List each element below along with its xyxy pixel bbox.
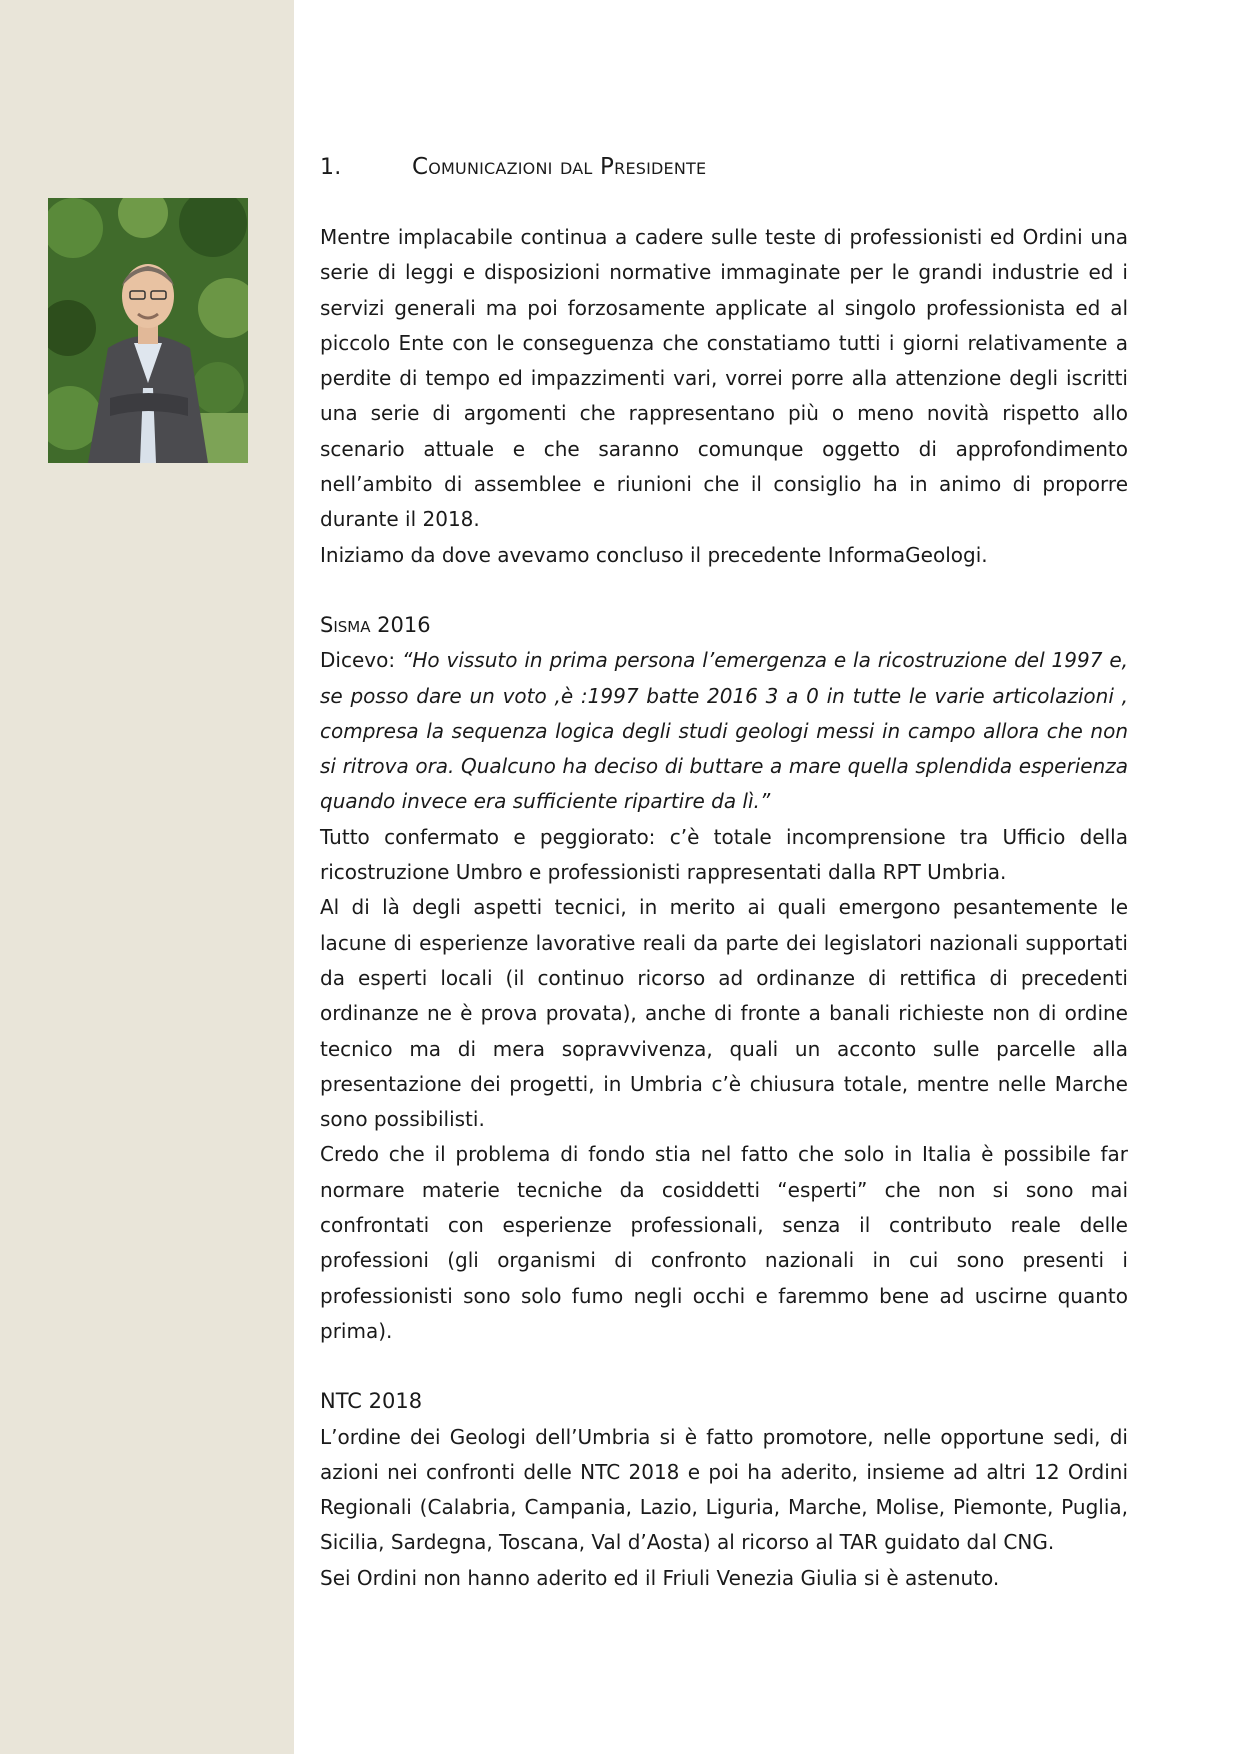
section-heading [320,150,1128,186]
intro-paragraph-2: Iniziamo da dove avevamo concluso il precedente InformaGeologi. [320,542,988,567]
ntc-paragraph-1: L’ordine dei Geologi dell’Umbria si è fatto promotore, nelle opportune sedi, di azioni nei confronti delle NTC 2018 e poi ha aderito, insieme ad altri 12 Ordini Regionali (Calabria, Campania, Lazio, Liguria, Marche, Molise, Piemonte, Puglia, Sicilia, Sardegna, Toscana, Val d’Aosta) al ricorso al TAR guidato dal CNG. [320,1424,1128,1555]
sisma-paragraph-1: Tutto confermato e peggiorato: c’è totale incomprensione tra Ufficio della ricostruzione Umbro e professionisti rappresentati dalla RPT Umbria. [320,824,1128,885]
intro-paragraph: Mentre implacabile continua a cadere sulle teste di professionisti ed Ordini una serie di leggi e disposizioni normative immaginate per le grandi industrie ed i servizi generali ma poi forzosamente applicate al singolo professionista ed al piccolo Ente con le conseguenza che constatiamo tutti i giorni relativamente a perdite di tempo ed impazzimenti vari, vorrei porre alla attenzione degli iscritti una serie di argomenti che rappresentano più o meno novità rispetto allo scenario attuale e che saranno comunque oggetto di approfondimento nell’ambito di assemblee e riunioni che il consiglio ha in animo di proporre durante il 2018. [320,225,1128,532]
president-photo [48,198,248,463]
ntc-paragraph-2: Sei Ordini non hanno aderito ed il Friuli Venezia Giulia si è astenuto. [320,1565,1000,1590]
main-content [320,150,1128,1596]
section-number: 1. [320,155,342,180]
sisma-quote: “Ho vissuto in prima persona l’emergenza e la ricostruzione del 1997 e, se posso dare un voto ,è :1997 batte 2016 3 a 0 in tutte le varie articolazioni , compresa la sequenza logica degli studi geologi messi in campo allora che non si ritrova ora. Qualcuno ha deciso di buttare a mare quella splendida esperienza quando invece era sufficiente ripartire da lì.” [320,648,1128,814]
section-title: Comunicazioni dal Presidente [412,154,707,180]
sisma-paragraph-3: Credo che il problema di fondo stia nel fatto che solo in Italia è possibile far normare materie tecniche da cosiddetti “esperti” che non si sono mai confrontati con esperienze professionali, senza il contributo reale delle professioni (gli organismi di confronto nazionali in cui sono presenti i professionisti sono solo fumo negli occhi e faremmo bene ad uscirne quanto prima). [320,1142,1128,1343]
sisma-paragraph-2: Al di là degli aspetti tecnici, in merito ai quali emergono pesantemente le lacune di esperienze lavorative reali da parte dei legislatori nazionali supportati da esperti locali (il continuo ricorso ad ordinanze di rettifica di precedenti ordinanze ne è prova provata), anche di fronte a banali richieste non di ordine tecnico ma di mera sopravvivenza, quali un acconto sulle parcelle alla presentazione dei progetti, in Umbria c’è chiusura totale, mentre nelle Marche sono possibilisti. [320,895,1128,1132]
president-portrait-image [48,198,248,463]
sisma-title: Sisma 2016 [320,612,431,637]
sisma-quote-paragraph [320,643,1128,819]
sisma-lead: Dicevo: [320,648,402,673]
ntc-title: NTC 2018 [320,1389,423,1414]
